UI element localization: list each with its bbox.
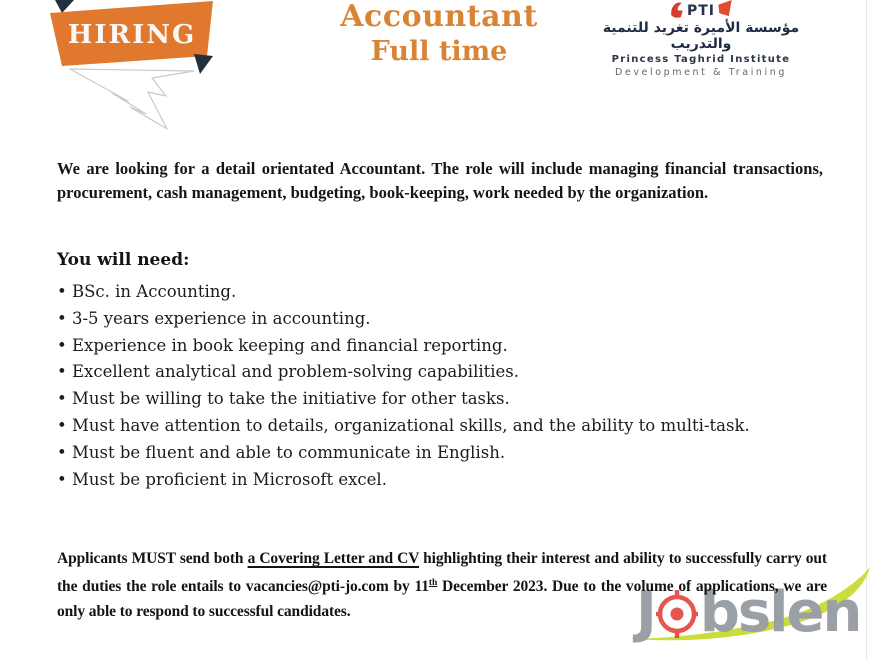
organization-logo: [593, 0, 809, 78]
requirement-item: • Must be fluent and able to communicate in English.: [57, 440, 827, 467]
job-title-block: [293, 0, 585, 67]
requirement-item: • Must have attention to details, organizational skills, and the ability to multi-task.: [57, 413, 827, 440]
requirement-item: • Experience in book keeping and financial reporting.: [57, 333, 827, 360]
requirement-item: • Must be willing to take the initiative for other tasks.: [57, 386, 827, 413]
banner-fold-top-left: [55, 0, 74, 13]
closing-segment-3: December 2023. Due to the volume of applications, we are only able to respond to successful candidates.: [57, 578, 828, 621]
zigzag-speech-tail-icon: [70, 69, 194, 129]
closing-segment-2: highlighting their interest and ability to successfully carry out the duties the role entails to vacancies@pti-jo.com by 11: [57, 550, 827, 596]
requirement-item: • 3-5 years experience in accounting.: [57, 306, 827, 333]
application-instructions: [57, 546, 827, 624]
ordinal-suffix: th: [428, 578, 438, 588]
pti-red-flag-icon: [717, 0, 733, 19]
institute-name-arabic: مؤسسة الأميرة تغريد للتنمية والتدريب: [602, 20, 800, 52]
hiring-label: HIRING: [67, 20, 197, 50]
employment-type: Full time: [370, 36, 508, 67]
requirements-heading: You will need:: [57, 250, 190, 270]
institute-name-english: Princess Taghrid Institute: [611, 54, 791, 65]
jobslen-letters-bslen: bslen: [699, 580, 861, 645]
requirement-item: • Must be proficient in Microsoft excel.: [57, 467, 827, 494]
covering-letter-cv-underlined: a Covering Letter and CV: [247, 550, 420, 567]
requirement-item: • BSc. in Accounting.: [57, 279, 827, 306]
requirement-item: • Excellent analytical and problem-solving capabilities.: [57, 359, 827, 386]
pti-red-ribbon-icon: [669, 0, 685, 19]
institute-tagline: Development & Training: [614, 67, 788, 78]
intro-paragraph: We are looking for a detail orientated Accountant. The role will include managing financial transactions, procurement, cash management, budgeting, book-keeping, work needed by the organization.: [57, 159, 823, 202]
closing-segment-1: Applicants MUST send both: [57, 550, 248, 567]
banner-fold-bottom-right: [194, 54, 213, 74]
page-edge-line: [866, 0, 867, 660]
job-role-title: Accountant: [340, 0, 538, 34]
pti-logo-mark: [593, 0, 809, 19]
pti-logo-text: PTI: [686, 3, 716, 19]
hiring-banner: [48, 0, 223, 140]
requirements-list: [57, 279, 827, 493]
jobslen-letter-j: J: [636, 580, 657, 645]
